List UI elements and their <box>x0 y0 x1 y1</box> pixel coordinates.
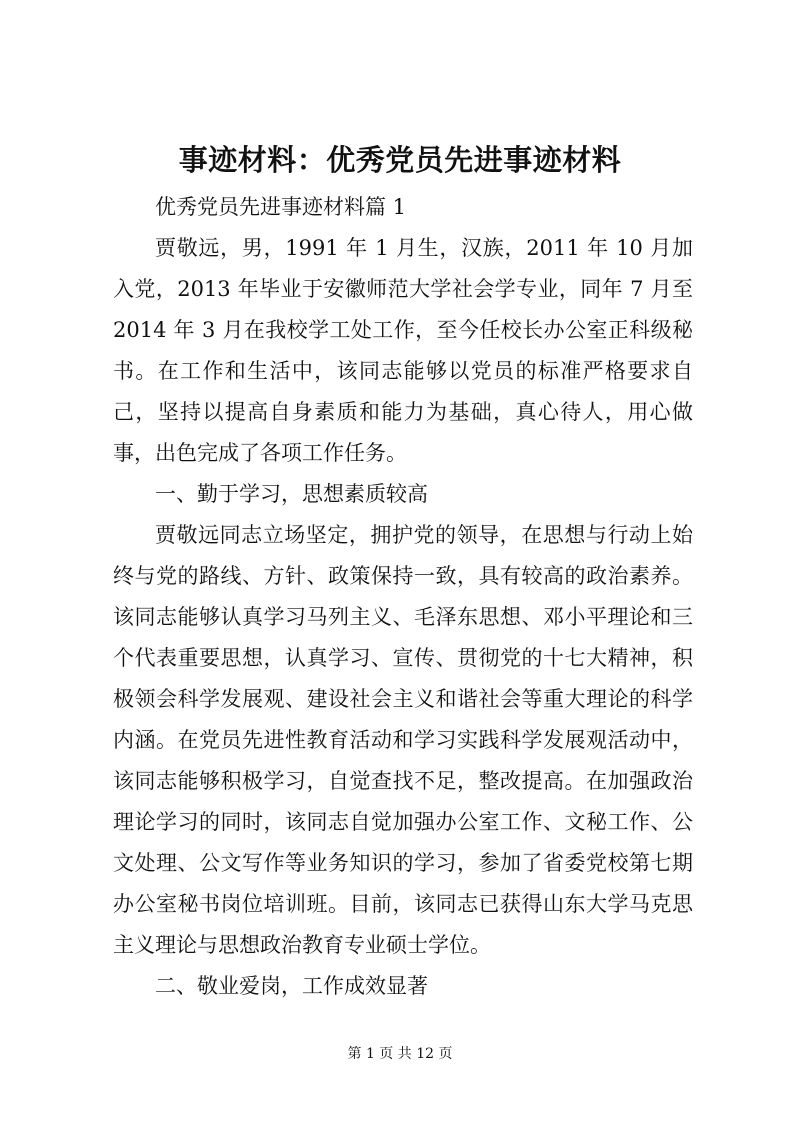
document-body <box>113 187 693 1007</box>
paragraph-intro: 贾敬远，男，1991 年 1 月生，汉族，2011 年 10 月加入党，2013 年毕业于安徽师范大学社会学专业，同年 7 月至 2014 年 3 月在我校学工处工作，至今任校长办公室正科级秘书。在工作和生活中，该同志能够以党员的标准严格要求自己，坚持以提高自身素质和能力为基础，真心待人，用心做事，出色完成了各项工作任务。 <box>113 236 693 465</box>
section-heading-1: 一、勤于学习，思想素质较高 <box>155 482 428 506</box>
document-title: 事迹材料：优秀党员先进事迹材料 <box>178 143 622 177</box>
paragraph-section-1: 贾敬远同志立场坚定，拥护党的领导，在思想与行动上始终与党的路线、方针、政策保持一致，具有较高的政治素养。该同志能够认真学习马列主义、毛泽东思想、邓小平理论和三个代表重要思想，认真学习、宣传、贯彻党的十七大精神，积极领会科学发展观、建设社会主义和谐社会等重大理论的科学内涵。在党员先进性教育活动和学习实践科学发展观活动中，该同志能够积极学习，自觉查找不足，整改提高。在加强政治理论学习的同时，该同志自觉加强办公室工作、文秘工作、公文处理、公文写作等业务知识的学习，参加了省委党校第七期办公室秘书岗位培训班。目前，该同志已获得山东大学马克思主义理论与思想政治教育专业硕士学位。 <box>113 523 693 957</box>
page-footer: 第 1 页 共 12 页 <box>347 1046 453 1062</box>
document-subtitle: 优秀党员先进事迹材料篇 1 <box>155 195 407 219</box>
section-heading-2: 二、敬业爱岗，工作成效显著 <box>155 974 428 998</box>
